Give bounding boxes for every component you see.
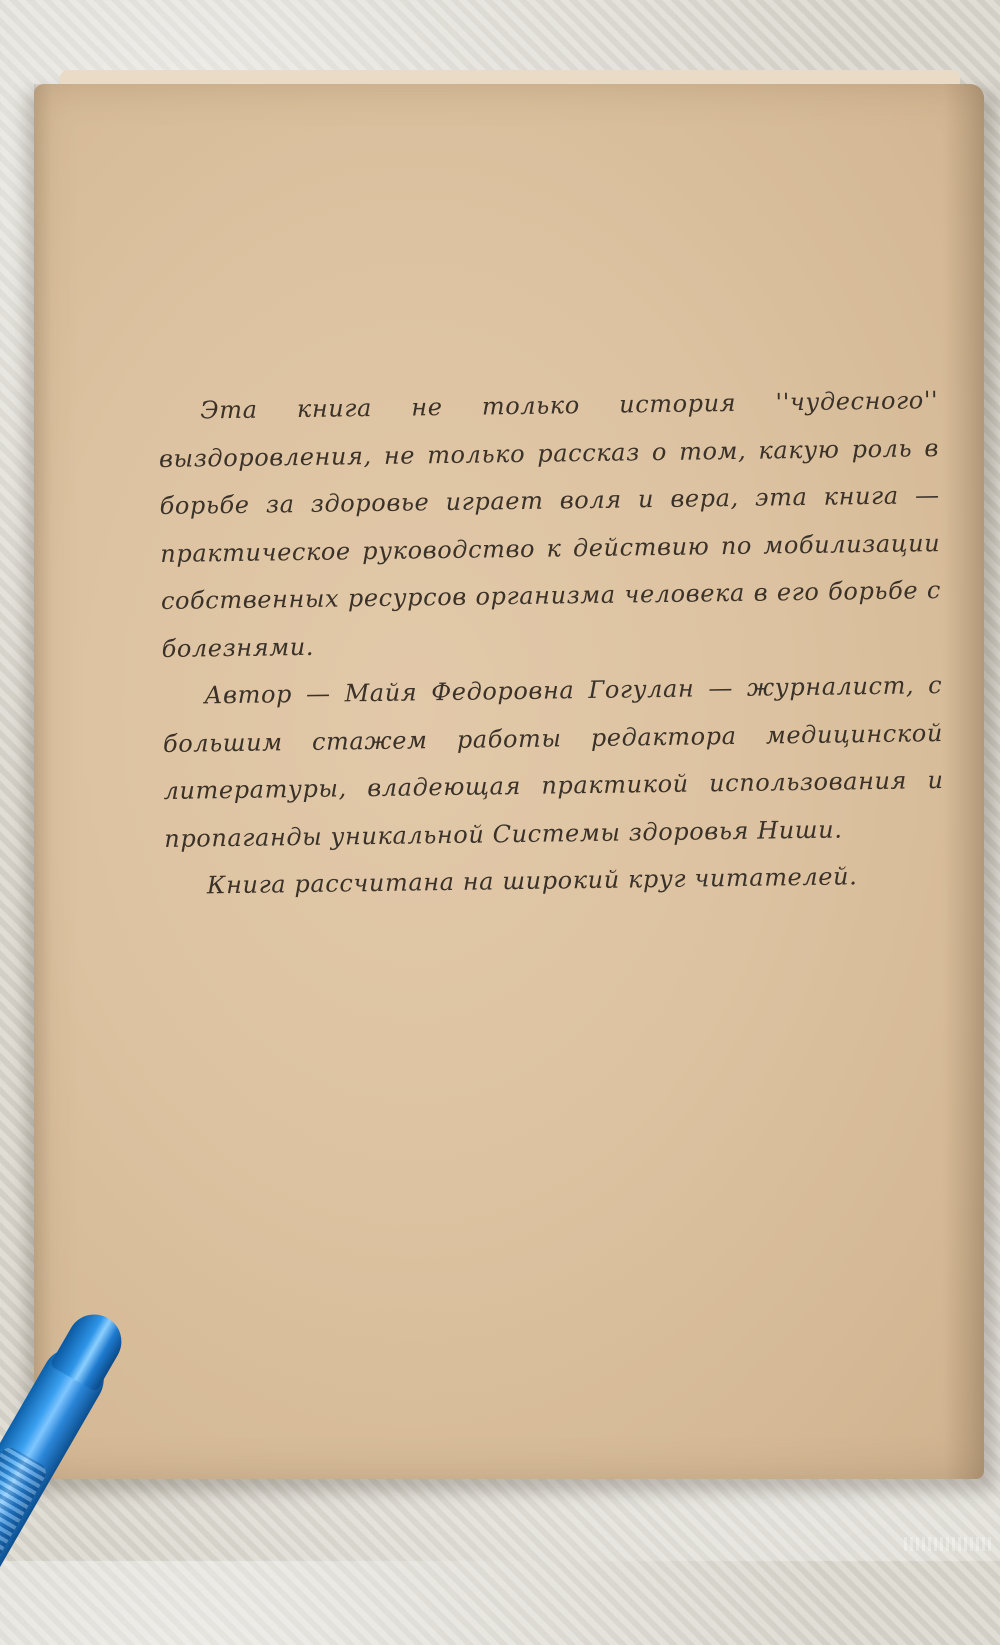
annotation-paragraph-1: Эта книга не только история ''чудесного'' выздоровления, не только рассказ о том, какую роль в борьбе за здоровье играет воля и вера, эта книга — практическое руководство к действию по мобилизации собственных ресурсов организма человека в его борьбе с болезнями. bbox=[158, 386, 942, 663]
watermark bbox=[904, 1537, 994, 1551]
annotation-paragraph-3: Книга рассчитана на широкий круг читателей. bbox=[206, 862, 858, 900]
page-left-edge bbox=[34, 84, 52, 1479]
annotation-paragraph-2: Автор — Майя Федоровна Гогулан — журналист, с большим стажем работы редактора медицинской литературы, владеющая практикой использования и пропаганды уникальной Системы здоровья Ниши. bbox=[162, 671, 944, 853]
watermark-image bbox=[904, 1537, 994, 1551]
page-spine-shadow bbox=[944, 84, 984, 1479]
annotation-text bbox=[158, 377, 945, 910]
